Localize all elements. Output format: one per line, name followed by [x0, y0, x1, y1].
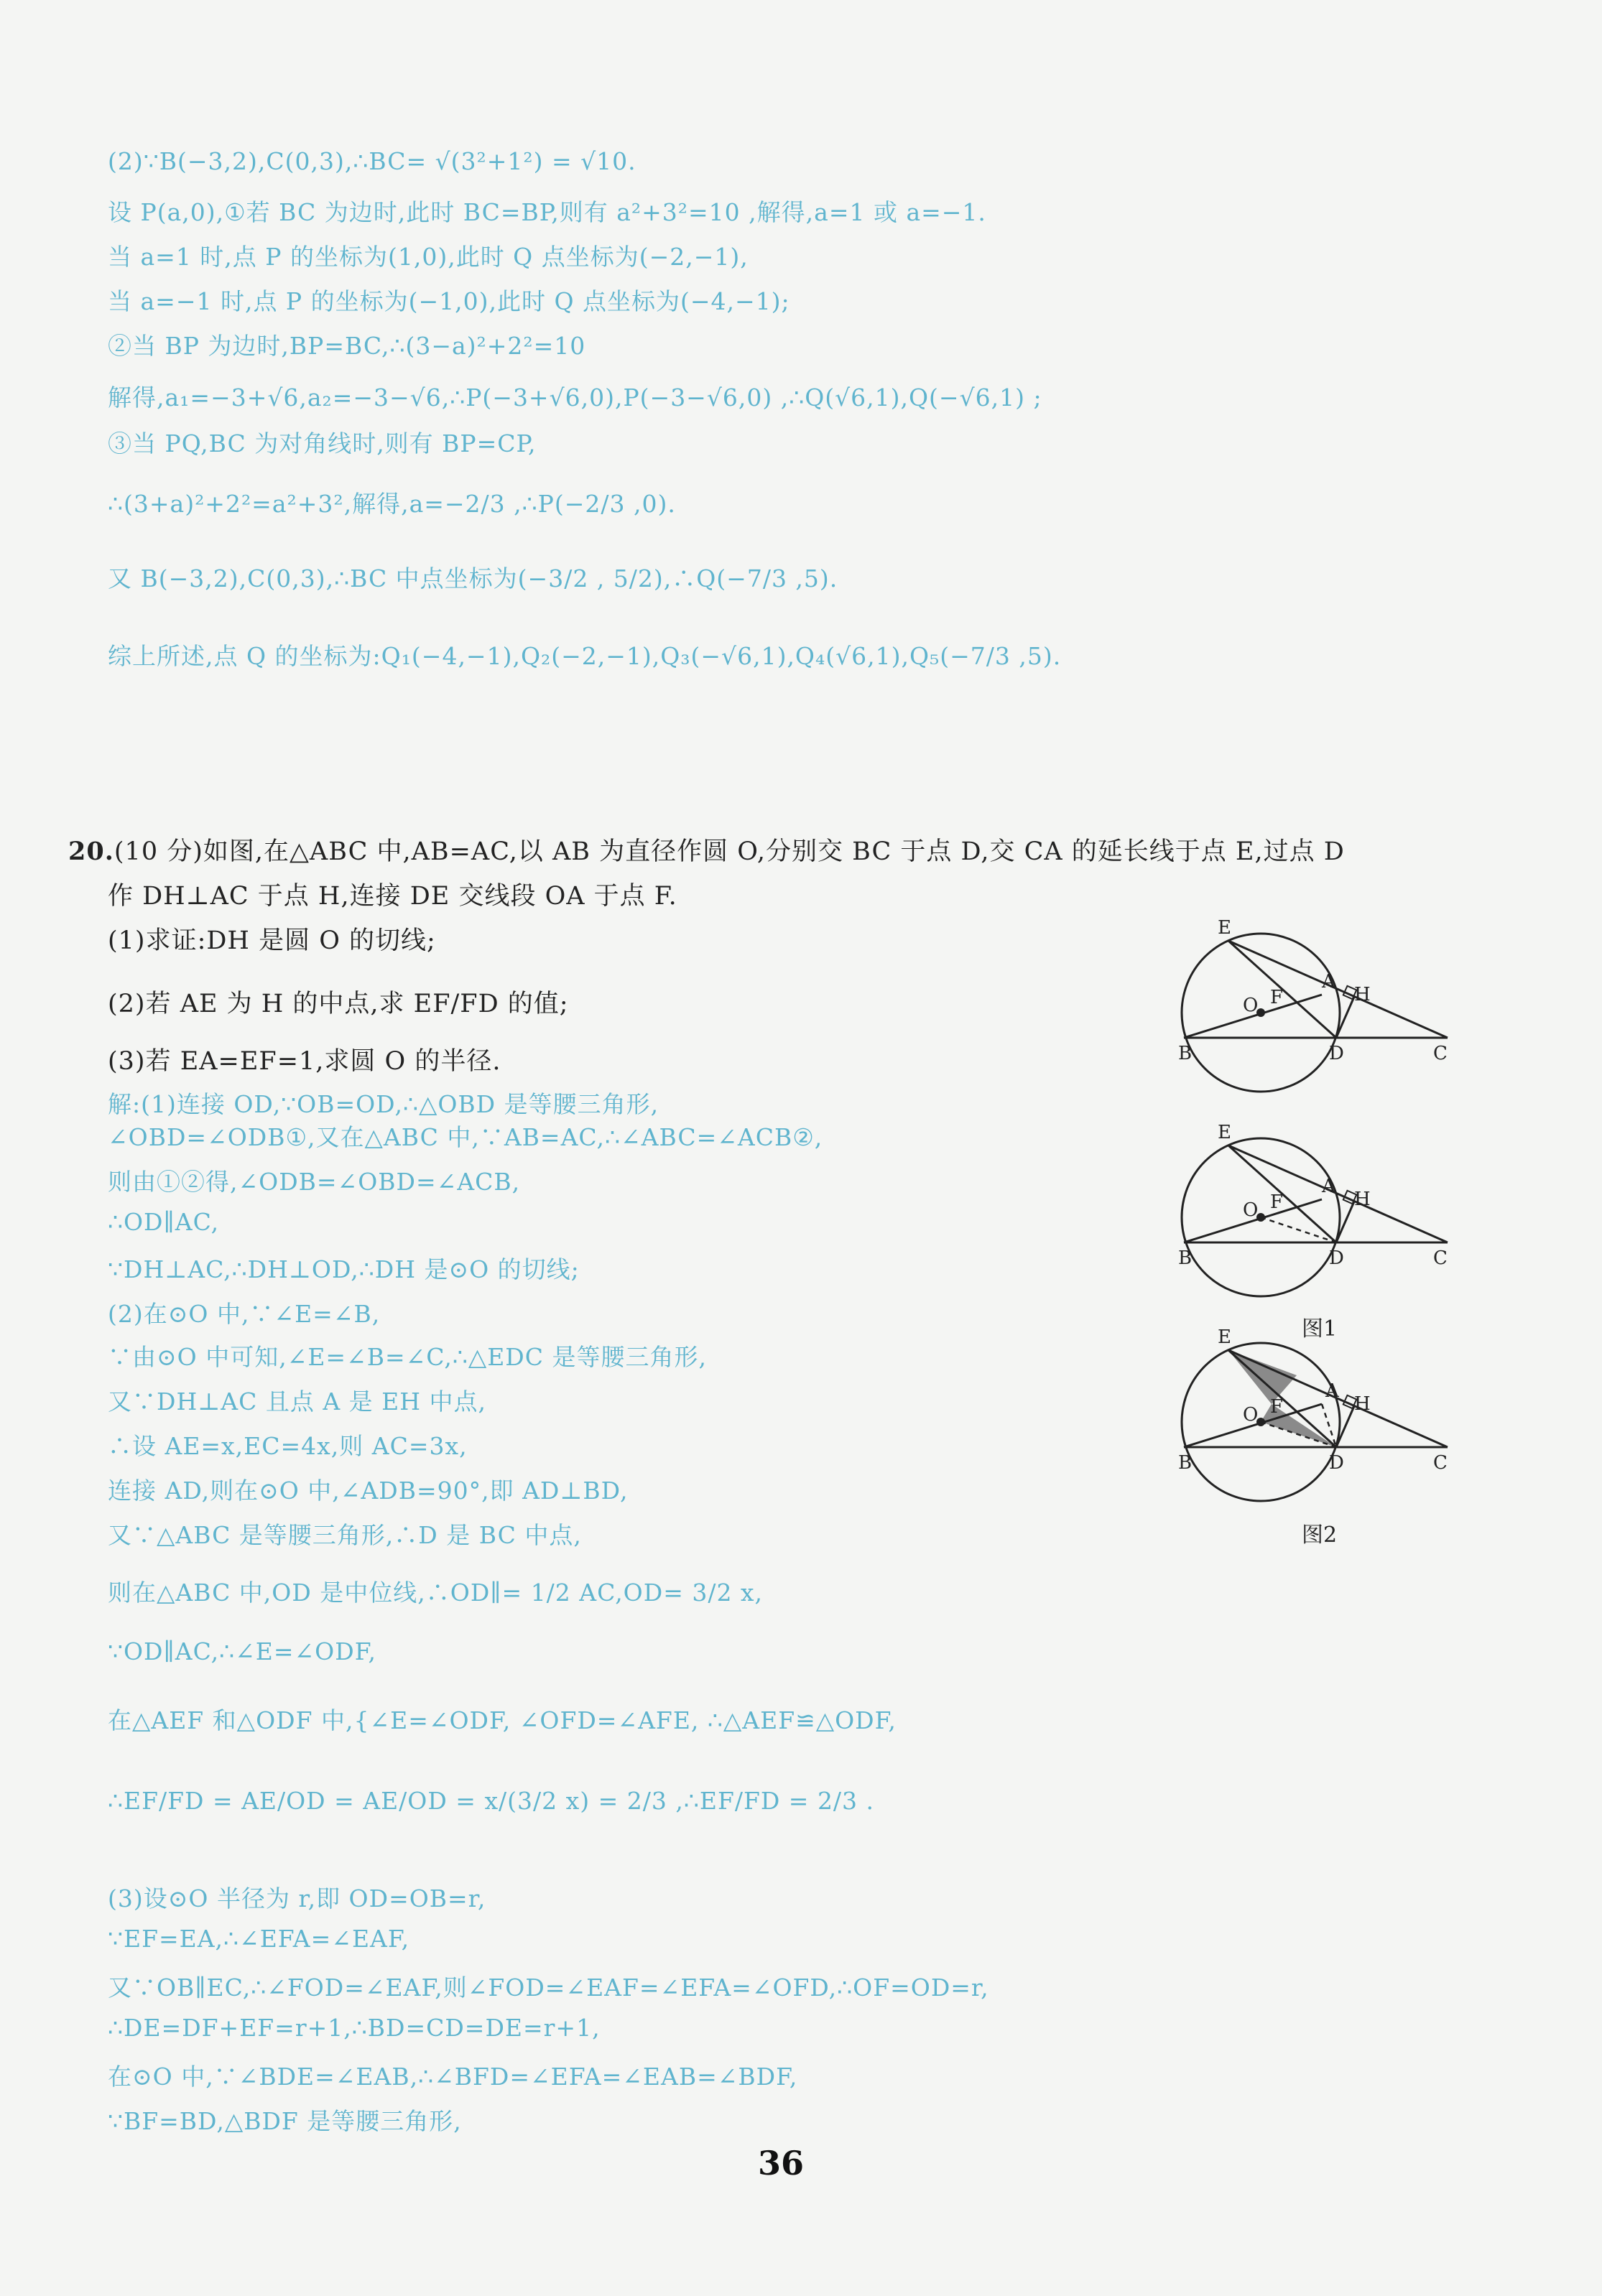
- main-geometry-figure: [1178, 916, 1466, 1102]
- solution-line: 在△AEF 和△ODF 中,{∠E=∠ODF, ∠OFD=∠AFE, ∴△AEF≌△ODF,: [108, 1706, 897, 1734]
- solution-line: ∴EF/FD = AE/OD = AE/OD = x/(3/2 x) = 2/3 ,∴EF/FD = 2/3 .: [108, 1787, 875, 1815]
- solution-line: ∠OBD=∠ODB①,又在△ABC 中,∵AB=AC,∴∠ABC=∠ACB②,: [108, 1123, 823, 1151]
- solution-line: 又 B(−3,2),C(0,3),∴BC 中点坐标为(−3/2 , 5/2),∴Q(−7/3 ,5).: [108, 564, 838, 592]
- solution-line: ∵由⊙O 中可知,∠E=∠B=∠C,∴△EDC 是等腰三角形,: [108, 1343, 707, 1371]
- solution-line: 解得,a₁=−3+√6,a₂=−3−√6,∴P(−3+√6,0),P(−3−√6,0) ,∴Q(√6,1),Q(−√6,1) ;: [108, 384, 1042, 412]
- solution-line: 则在△ABC 中,OD 是中位线,∴OD∥= 1/2 AC,OD= 3/2 x,: [108, 1579, 764, 1607]
- solution-line: 在⊙O 中,∵∠BDE=∠EAB,∴∠BFD=∠EFA=∠EAB=∠BDF,: [108, 2063, 798, 2091]
- solution-line: ②当 BP 为边时,BP=BC,∴(3−a)²+2²=10: [108, 332, 586, 360]
- page-number: 36: [758, 2144, 805, 2183]
- figure-label: A: [1322, 1176, 1335, 1197]
- figure-label: E: [1218, 1122, 1231, 1143]
- problem-line: (3)若 EA=EF=1,求圆 O 的半径.: [108, 1047, 501, 1076]
- figure-label: C: [1433, 1452, 1448, 1474]
- figure-label: H: [1354, 1393, 1371, 1415]
- figure-label: D: [1329, 1247, 1344, 1269]
- solution-line: ③当 PQ,BC 为对角线时,则有 BP=CP,: [108, 429, 537, 457]
- solution-line: ∵OD∥AC,∴∠E=∠ODF,: [108, 1637, 376, 1665]
- figure-label: O: [1243, 1199, 1259, 1221]
- solution-line: ∴(3+a)²+2²=a²+3²,解得,a=−2/3 ,∴P(−2/3 ,0).: [108, 490, 676, 518]
- figure-label: C: [1433, 1247, 1448, 1269]
- figure-label: B: [1178, 1452, 1193, 1474]
- figure-label: A: [1325, 1380, 1339, 1402]
- figure-label: F: [1270, 987, 1284, 1008]
- problem-number: 20.: [68, 837, 114, 866]
- figure-2-caption: 图2: [1302, 1523, 1338, 1548]
- figure-label: H: [1354, 1189, 1371, 1210]
- figure-label: E: [1218, 917, 1231, 939]
- solution-line: 解:(1)连接 OD,∵OB=OD,∴△OBD 是等腰三角形,: [108, 1090, 659, 1118]
- figure-label: O: [1243, 1404, 1259, 1426]
- problem-text: (10 分)如图,在△ABC 中,AB=AC,以 AB 为直径作圆 O,分别交 BC 于点 D,交 CA 的延长线于点 E,过点 D: [114, 837, 1345, 866]
- solution-line: 又∵△ABC 是等腰三角形,∴D 是 BC 中点,: [108, 1521, 582, 1549]
- solution-line: ∴设 AE=x,EC=4x,则 AC=3x,: [108, 1432, 468, 1460]
- problem-line: (1)求证:DH 是圆 O 的切线;: [108, 926, 436, 955]
- figure-label: O: [1243, 995, 1259, 1016]
- solution-line: 则由①②得,∠ODB=∠OBD=∠ACB,: [108, 1168, 521, 1196]
- solution-line: (3)设⊙O 半径为 r,即 OD=OB=r,: [108, 1884, 486, 1912]
- figure-label: E: [1218, 1326, 1231, 1348]
- solution-line: ∴OD∥AC,: [108, 1208, 220, 1236]
- problem-line: (2)若 AE 为 H 的中点,求 EF/FD 的值;: [108, 990, 569, 1018]
- solution-line: 当 a=−1 时,点 P 的坐标为(−1,0),此时 Q 点坐标为(−4,−1);: [108, 287, 790, 315]
- figure-2: [1178, 1325, 1466, 1512]
- figure-1-caption: 图1: [1302, 1316, 1338, 1342]
- solution-line: ∵BF=BD,△BDF 是等腰三角形,: [108, 2107, 462, 2135]
- solution-line: ∵EF=EA,∴∠EFA=∠EAF,: [108, 1925, 410, 1953]
- solution-line: 设 P(a,0),①若 BC 为边时,此时 BC=BP,则有 a²+3²=10 ,解得,a=1 或 a=−1.: [108, 198, 986, 226]
- solution-line: 又∵DH⊥AC 且点 A 是 EH 中点,: [108, 1388, 486, 1416]
- problem-line: 作 DH⊥AC 于点 H,连接 DE 交线段 OA 于点 F.: [108, 882, 677, 911]
- figure-label: D: [1329, 1043, 1344, 1064]
- solution-line: ∴DE=DF+EF=r+1,∴BD=CD=DE=r+1,: [108, 2014, 601, 2042]
- solution-line: 又∵OB∥EC,∴∠FOD=∠EAF,则∠FOD=∠EAF=∠EFA=∠OFD,∴OF=OD=r,: [108, 1974, 989, 2002]
- figure-label: A: [1322, 971, 1335, 993]
- solution-line: ∵DH⊥AC,∴DH⊥OD,∴DH 是⊙O 的切线;: [108, 1255, 580, 1283]
- solution-line: (2)在⊙O 中,∵∠E=∠B,: [108, 1300, 381, 1328]
- solution-line: (2)∵B(−3,2),C(0,3),∴BC= √(3²+1²) = √10.: [108, 147, 636, 175]
- figure-label: B: [1178, 1043, 1193, 1064]
- figure-label: H: [1354, 984, 1371, 1005]
- figure-label: C: [1433, 1043, 1448, 1064]
- problem-line-1: [68, 832, 1345, 868]
- figure-1: [1178, 1120, 1466, 1307]
- figure-label: B: [1178, 1247, 1193, 1269]
- figure-label: F: [1270, 1191, 1284, 1213]
- figure-label: D: [1329, 1452, 1344, 1474]
- solution-line: 连接 AD,则在⊙O 中,∠ADB=90°,即 AD⊥BD,: [108, 1477, 629, 1505]
- figure-label: F: [1270, 1396, 1284, 1418]
- solution-line: 综上所述,点 Q 的坐标为:Q₁(−4,−1),Q₂(−2,−1),Q₃(−√6,1),Q₄(√6,1),Q₅(−7/3 ,5).: [108, 642, 1062, 670]
- solution-line: 当 a=1 时,点 P 的坐标为(1,0),此时 Q 点坐标为(−2,−1),: [108, 243, 749, 271]
